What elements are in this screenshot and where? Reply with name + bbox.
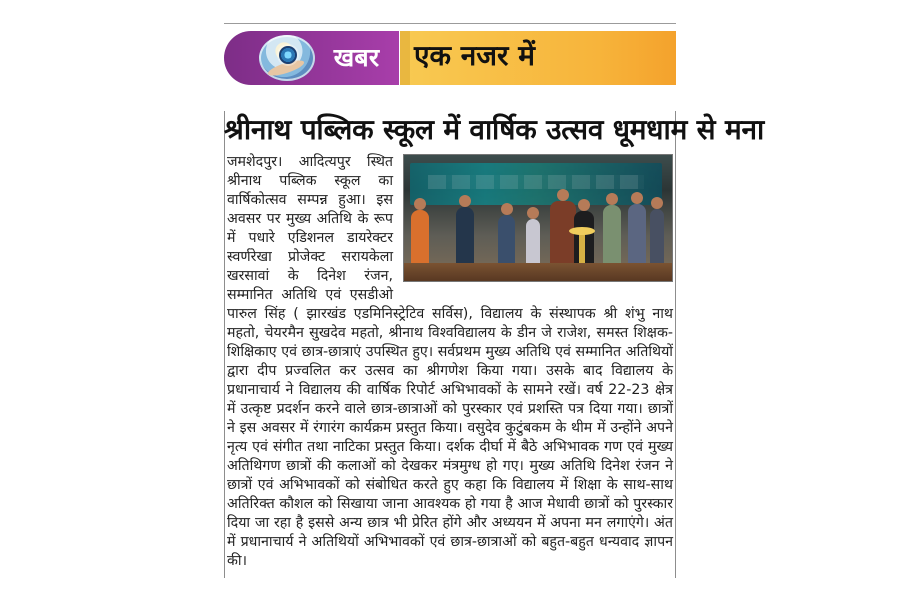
banner-left-panel xyxy=(224,31,399,85)
person-figure xyxy=(650,209,664,267)
person-figure xyxy=(603,205,621,267)
left-divider xyxy=(224,111,225,578)
person-figure xyxy=(456,207,474,267)
lamp-icon xyxy=(579,233,585,267)
stage-floor xyxy=(404,263,672,281)
category-badge: खबर xyxy=(333,43,380,72)
top-divider xyxy=(224,23,676,24)
section-banner xyxy=(224,31,676,85)
banner-right-panel xyxy=(400,31,676,85)
person-figure xyxy=(550,201,576,267)
article-paragraph: जमशेदपुर। आदित्यपुर स्थित श्रीनाथ पब्लिक स्कूल का वार्षिकोत्सव सम्पन्न हुआ। इस अवसर पर मुख्य अतिथि के रूप में पधारे एडिशनल डायरेक्टर स्वर्णरेखा प्रोजेक्ट सरायकेला खरसावां के दिनेश रंजन, सम्मानित अतिथि एवं एसडीओ पारुल सिंह ( झारखंड एडमिनिस्ट्रेटिव सर्विस), विद्यालय के संस्थापक श्री शंभु नाथ महतो, चेयरमैन सुखदेव महतो, श्रीनाथ विश्वविद्यालय के डीन जे राजेश, समस्त शिक्षक- शिक्षिकाए एवं छात्र-छात्राएं उपस्थित हुए। सर्वप्रथम मुख्य अतिथि एवं सम्मानित अतिथियों द्वारा दीप प्रज्वलित कर उत्सव का श्रीगणेश किया गया। उसके बाद विद्यालय के प्रधानाचार्य ने विद्यालय की वार्षिक रिपोर्ट अभिभावकों के सामने रखें। वर्ष 22-23 क्षेत्र में उत्कृष्ट प्रदर्शन करने वाले छात्र-छात्राओं को पुरस्कार एवं प्रशस्ति पत्र दिया गया। छात्रों ने इस अवसर में रंगारंग कार्यक्रम प्रस्तुत किया। वसुदेव कुटुंबकम के थीम में उन्होंने अपने नृत्य एवं संगीत तथा नाटिका प्रस्तुत किया। दर्शक दीर्घा में बैठे अभिभावक गण एवं मुख्य अतिथिगण छात्रों की कलाओं को देखकर मंत्रमुग्ध हो गए। मुख्य अतिथि दिनेश रंजन ने छात्रों एवं अभिभावकों को संबोधित करते हुए कहा कि विद्यालय में शिक्षा के साथ-साथ अतिरिक्त कौशल को सिखाया जाना आवश्यक हो गया है आज मेधावी छात्रों को पुरस्कार दिया जा रहा है इससे अन्य छात्र भी प्रेरित होंगे और अध्ययन में अपना मन लगाएंगे। अंत में प्रधानाचार्य ने अतिथियों अभिभावकों एवं छात्र-छात्राओं को बहुत-बहुत धन्यवाद ज्ञापन की। xyxy=(227,154,673,569)
stage-screen xyxy=(410,163,662,205)
right-divider xyxy=(675,111,676,578)
news-clipping xyxy=(224,23,765,578)
event-photo xyxy=(403,154,673,282)
globe-hands-icon xyxy=(259,35,315,81)
person-figure xyxy=(526,219,540,267)
article-headline: श्रीनाथ पब्लिक स्कूल में वार्षिक उत्सव धूमधाम से मना xyxy=(224,113,765,146)
section-title: एक नजर में xyxy=(414,39,535,72)
person-figure xyxy=(628,204,646,267)
article-body xyxy=(227,153,673,571)
person-figure xyxy=(411,210,429,267)
person-figure xyxy=(498,215,515,267)
